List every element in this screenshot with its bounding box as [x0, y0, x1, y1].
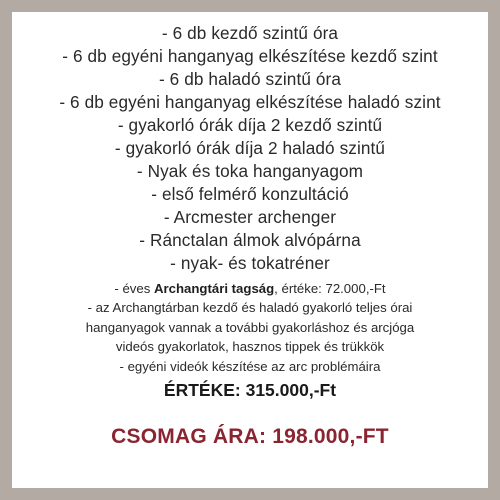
archive-description-line: hanganyagok vannak a további gyakorláshoz és arcjóga — [85, 319, 415, 335]
list-item: - 6 db kezdő szintű óra — [161, 23, 339, 43]
membership-name: Archangtári tagság — [153, 281, 275, 296]
list-item: - nyak- és tokatréner — [170, 253, 330, 273]
list-item: - Nyak és toka hanganyagom — [136, 161, 364, 181]
list-item: - gyakorló órák díja 2 kezdő szintű — [117, 115, 383, 135]
list-item: - 6 db egyéni hanganyag elkészítése kezdő szint — [62, 46, 438, 66]
membership-prefix: - éves — [114, 281, 154, 296]
total-value: ÉRTÉKE: 315.000,-Ft — [163, 380, 337, 401]
archive-description-line: - az Archangtárban kezdő és haladó gyakorló teljes órai — [87, 300, 413, 316]
list-item: - első felmérő konzultáció — [151, 184, 349, 204]
list-item: - Ránctalan álmok alvópárna — [139, 230, 361, 250]
package-items-list — [12, 22, 488, 275]
package-price: CSOMAG ÁRA: 198.000,-FT — [111, 425, 389, 449]
video-line: - egyéni videók készítése az arc problémáira — [119, 358, 381, 374]
list-item: - Arcmester archenger — [163, 207, 337, 227]
list-item: - 6 db egyéni hanganyag elkészítése haladó szint — [59, 92, 441, 112]
archive-description-line: videós gyakorlatok, hasznos tippek és trükkök — [115, 339, 385, 355]
membership-value: , értéke: 72.000,-Ft — [274, 281, 386, 296]
list-item: - 6 db haladó szintű óra — [158, 69, 342, 89]
membership-line — [12, 279, 488, 298]
list-item: - gyakorló órák díja 2 haladó szintű — [114, 138, 386, 158]
offer-card — [12, 12, 488, 488]
